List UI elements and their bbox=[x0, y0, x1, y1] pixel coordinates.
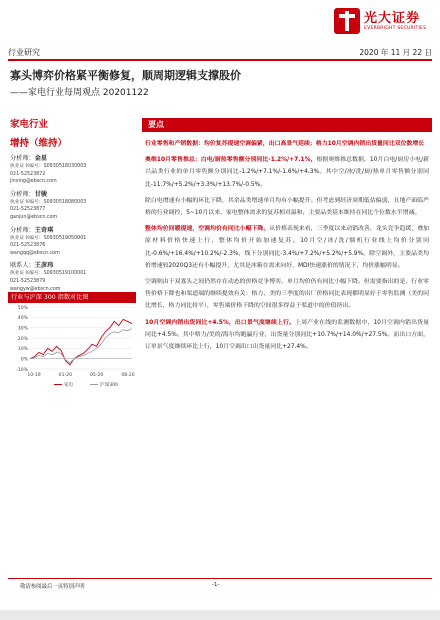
brand-logo-icon bbox=[334, 8, 360, 34]
analyst-name: 甘骏 bbox=[34, 190, 48, 198]
key-points-title: 要点 bbox=[148, 120, 164, 129]
sidebar bbox=[10, 118, 134, 293]
footer-divider bbox=[8, 578, 432, 579]
x-tick-label: 01-20 bbox=[58, 373, 73, 378]
header-divider bbox=[8, 59, 432, 61]
x-tick-label: 08-20 bbox=[121, 373, 135, 378]
analyst-block bbox=[10, 226, 134, 258]
analyst-email[interactable]: ganjun@ebscn.com bbox=[10, 214, 58, 220]
legend-label: 沪深300 bbox=[100, 383, 118, 388]
paragraph-highlight: 奥维10月零售推总：白电/厨热零售额分别同比-1.2%/+7.1%， bbox=[145, 157, 317, 164]
footer-bar bbox=[0, 610, 440, 620]
doc-type: 行业研究 bbox=[8, 48, 40, 57]
page-subtitle: ——家电行业每周观点 20201122 bbox=[10, 88, 149, 98]
y-tick-label: 30% bbox=[17, 326, 28, 332]
document-header bbox=[8, 44, 432, 58]
y-tick-label: 40% bbox=[17, 316, 28, 322]
analyst-role: 分析师： bbox=[10, 226, 35, 234]
analyst-phone: 021-52523872 bbox=[10, 171, 46, 177]
body-paragraph bbox=[145, 138, 429, 150]
series-line-index bbox=[30, 329, 132, 363]
analyst-block bbox=[10, 154, 134, 186]
legend-label: 家电 bbox=[64, 383, 74, 388]
footer-disclaimer: 敬请参阅最后一页特别声明 bbox=[20, 584, 85, 590]
analyst-role: 分析师： bbox=[10, 190, 35, 198]
analyst-license: 执业证书编号：S0930518030003 bbox=[10, 164, 87, 169]
paragraph-text: 从价格表现来看，三季度以来动销改善，龙头竞争趋缓，叠加原材料价格快速上行，整体均价开始加速复苏。10月空/冰/洗/烟机行业线上均价分别同比-0.6%/+16.4%/+10.2%/-2.3%，线下分别同比-3.4%/+7.2%/+5.2%/+5.9%。除空调外，主要品类均价增速较2020Q3还有小幅提升，尤其是冰箱在需求向好，MDI快速涨价的情况下，均价涨幅明显。 bbox=[145, 226, 430, 269]
body-paragraph bbox=[145, 223, 429, 272]
analyst-name: 王彦玮 bbox=[34, 262, 54, 270]
brand-logo bbox=[334, 6, 434, 36]
body-paragraph bbox=[145, 276, 429, 313]
perf-chart-title: 行业与沪深 300 指数对比图 bbox=[8, 292, 136, 303]
paragraph-highlight: 10月空调内销出货同比+4.5%，出口景气度继续上行。 bbox=[145, 319, 296, 326]
analyst-phone: 021-52523877 bbox=[10, 207, 46, 213]
analyst-phone: 021-52523879 bbox=[10, 278, 46, 284]
paragraph-text: 除白电增速有小幅的环比下降，其余品类增速单月均有小幅提升。但考虑到经济周期低估偏弱，且地产面临严格的行业调控，5~10月以来，家电整体需求的复苏相对温和，主要品类基本维持在同比个位数水平增减。 bbox=[145, 197, 429, 217]
analyst-name: 王奇琪 bbox=[34, 226, 54, 234]
analyst-email[interactable]: wangqq@ebscn.com bbox=[10, 250, 60, 256]
x-tick-label: 10-19 bbox=[27, 373, 41, 378]
analyst-email[interactable]: wangyw@ebscn.com bbox=[10, 286, 61, 292]
analyst-name: 金星 bbox=[34, 155, 48, 162]
paragraph-text: 根据奥维推总数据，10月白电/厨房小电/新兴品类行业的单月零售额分别同比-1.2%/+7.1%/-1.6%/+4.3%。其中空/冰/洗/厨/热单月零售额分别同比-11.7%/+5.2%/+3.3%/+13.7%/-0.5%。 bbox=[145, 157, 430, 188]
paragraph-text: 空调则由于双寡头之间仍然存在动态的价格竞争博弈，单月均价仍有同比小幅下降。但需要指出的是，行业零售价格下降也和渠道端的继续提效有关：格力、美的三季度的出厂价格同比表现都明显好于零售监测（美的同比增长，格力同比持平），零售端价格下降的空间很多得益于渠道中的价值挤出。 bbox=[145, 279, 429, 310]
industry-label: 家电行业 bbox=[10, 119, 49, 130]
page-title: 寡头博弈价格紧平衡修复，顺周期逻辑支撑股价 bbox=[10, 69, 241, 82]
body-paragraph bbox=[145, 154, 429, 191]
analyst-block bbox=[10, 261, 134, 293]
y-tick-label: 50% bbox=[17, 305, 28, 311]
rating-label: 增持（维持） bbox=[10, 138, 68, 149]
analyst-license: 执业证书编号：S0930519100001 bbox=[10, 271, 87, 277]
series-line-industry bbox=[30, 319, 132, 364]
x-tick-label: 05-20 bbox=[89, 373, 104, 378]
y-tick-label: -10% bbox=[16, 367, 28, 373]
brand-name-cn: 光大证券 bbox=[364, 10, 421, 26]
y-tick-label: 10% bbox=[17, 347, 28, 353]
analyst-block bbox=[10, 190, 134, 222]
analyst-email[interactable]: jinxing@ebscn.com bbox=[10, 179, 57, 185]
analyst-license: 执业证书编号：S0930518080003 bbox=[10, 199, 87, 205]
key-points-body bbox=[145, 138, 429, 357]
analyst-phone: 021-52523876 bbox=[10, 243, 46, 249]
key-points-header bbox=[142, 118, 432, 132]
perf-line-chart bbox=[8, 303, 136, 391]
page-number: -1- bbox=[212, 582, 220, 588]
paragraph-text: 上周产业在线的监测数据中，10月空调内销出货量同比+4.5%。其中格力/美的/海尔均跑赢行业，出货量分别同比+10.7%/+14.0%/+27.5%。而出口方面，订单景气度继续环比上行，10月空调出口出货量同比+27.4%。 bbox=[145, 319, 429, 351]
doc-date: 2020 年 11 月 22 日 bbox=[359, 48, 432, 57]
analyst-role: 分析师： bbox=[10, 155, 35, 162]
paragraph-highlight: 整体均价回暖提速，空调均价有同比小幅下降。 bbox=[145, 226, 270, 233]
y-tick-label: 0% bbox=[20, 357, 28, 363]
paragraph-highlight: 行业零售和产销数据：均价复苏提速空调偏紧，出口高景气延续；格力10月空调内销出货量同比双位数增长 bbox=[145, 141, 425, 147]
body-paragraph bbox=[145, 195, 429, 219]
body-paragraph bbox=[145, 317, 429, 354]
analyst-role: 联系人： bbox=[10, 262, 35, 270]
brand-name-en: EVERBRIGHT SECURITIES bbox=[364, 25, 427, 31]
analyst-license: 执业证书编号：S0930519050001 bbox=[10, 235, 87, 241]
y-tick-label: 20% bbox=[17, 336, 28, 342]
